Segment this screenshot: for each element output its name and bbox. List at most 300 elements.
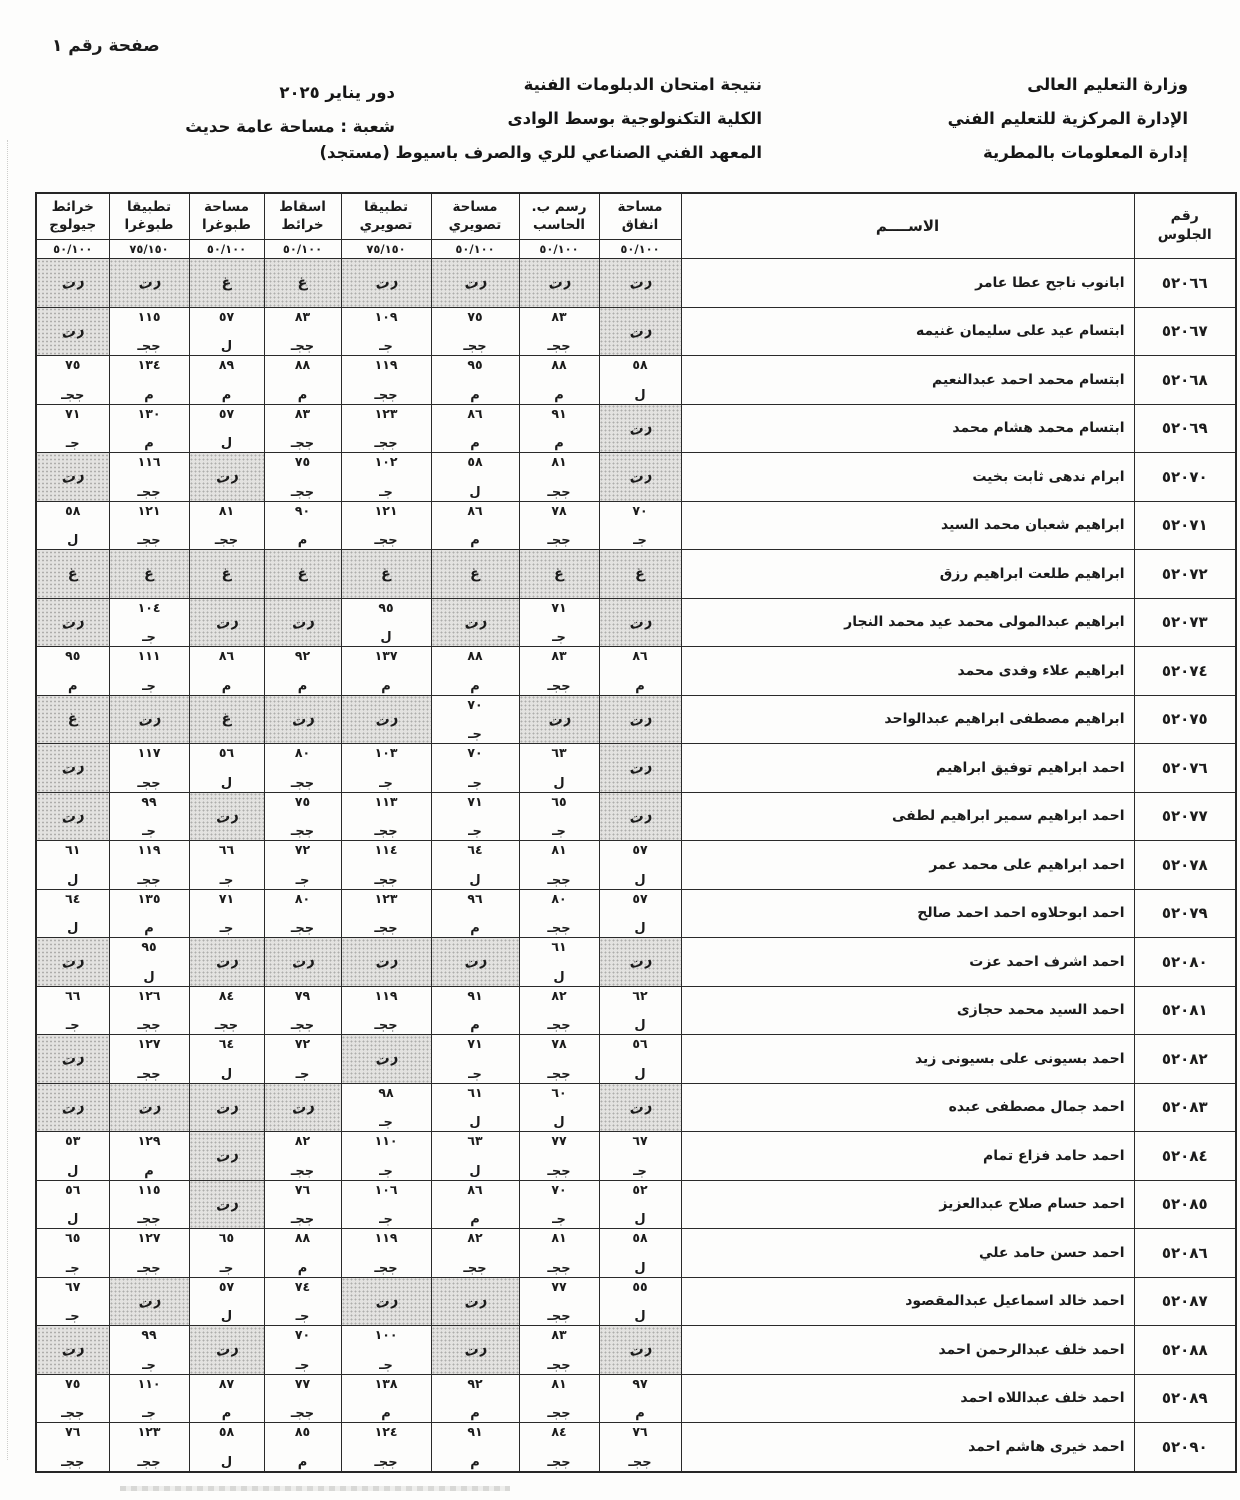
grade-letter: م xyxy=(144,436,154,451)
score-value: ٦٤ xyxy=(467,842,483,857)
grade-letter: جـ xyxy=(295,1066,310,1082)
status-resit: رت xyxy=(59,1048,86,1070)
student-name: ابراهيم طلعت ابراهيم رزق xyxy=(681,550,1134,599)
score-cell xyxy=(189,259,264,308)
score-value: ٥٨ xyxy=(65,502,81,518)
score-value: ٨٦ xyxy=(467,1181,483,1197)
page-number: صفحة رقم ١ xyxy=(52,36,160,56)
score-cell xyxy=(431,356,519,405)
score-cell xyxy=(431,792,519,841)
score-cell xyxy=(264,1277,341,1326)
grade-letter: ل xyxy=(67,921,79,936)
grade-letter: جـ xyxy=(295,1357,310,1373)
score-cell xyxy=(36,404,109,453)
score-value: ٥٨ xyxy=(632,357,648,372)
grade-letter: ججـ xyxy=(137,775,161,791)
subject-max-mark: ٧٥/١٥٠ xyxy=(110,239,189,258)
score-cell xyxy=(519,938,599,987)
grade-letter: جـ xyxy=(219,921,234,936)
seat-number: ٥٢٠٩٠ xyxy=(1134,1423,1236,1472)
score-value: ١٢٣ xyxy=(374,405,398,421)
student-name: احمد ابراهيم سمير ابراهيم لطفى xyxy=(681,792,1134,841)
seat-number: ٥٢٠٨٦ xyxy=(1134,1229,1236,1278)
grade-letter: م xyxy=(470,1406,480,1421)
score-cell xyxy=(519,1083,599,1132)
score-value: ٧١ xyxy=(218,890,235,906)
score-value: ٦٢ xyxy=(632,987,648,1003)
grade-letter: ل xyxy=(634,1066,646,1082)
grade-letter: م xyxy=(470,921,480,936)
student-name: احمد حسام صلاح عبدالعزيز xyxy=(681,1180,1134,1229)
table-row xyxy=(36,1326,1236,1375)
score-cell xyxy=(519,356,599,405)
status-resit: رت xyxy=(461,611,489,633)
seat-number: ٥٢٠٧٨ xyxy=(1134,841,1236,890)
score-value: ١١٦ xyxy=(137,454,161,469)
score-value: ٨٢ xyxy=(551,987,567,1003)
score-cell xyxy=(431,1374,519,1423)
status-resit: رت xyxy=(213,805,240,827)
score-cell xyxy=(519,453,599,502)
score-cell xyxy=(264,404,341,453)
seat-number: ٥٢٠٨١ xyxy=(1134,986,1236,1035)
score-cell xyxy=(264,1423,341,1472)
score-cell xyxy=(519,404,599,453)
subject-column-header-5: مساحة طبوغرا ٥٠/١٠٠ xyxy=(189,193,264,259)
score-cell xyxy=(36,695,109,744)
score-cell xyxy=(431,986,519,1035)
score-value: ١٢٣ xyxy=(374,890,398,906)
score-cell xyxy=(599,1423,681,1472)
score-value: ٧٧ xyxy=(551,1133,567,1148)
score-cell xyxy=(341,1229,431,1278)
grade-letter: م xyxy=(635,678,645,694)
score-cell xyxy=(431,1035,519,1084)
grade-letter: ل xyxy=(553,775,565,791)
student-name: احمد ابراهيم توفيق ابراهيم xyxy=(681,744,1134,793)
score-cell xyxy=(599,307,681,356)
status-resit: رت xyxy=(372,1048,400,1070)
score-value: ٧٨ xyxy=(551,1036,567,1051)
score-cell xyxy=(341,1326,431,1375)
score-cell xyxy=(36,307,109,356)
score-cell xyxy=(341,1374,431,1423)
grade-letter: ل xyxy=(220,1454,233,1470)
grade-letter: ججـ xyxy=(547,1163,571,1179)
grade-letter: ججـ xyxy=(547,1066,571,1082)
grade-letter: ل xyxy=(634,872,646,888)
score-cell xyxy=(109,259,189,308)
status-absent: غ xyxy=(470,565,480,582)
status-resit: رت xyxy=(135,272,163,294)
score-cell xyxy=(264,1035,341,1084)
score-value: ١١٣ xyxy=(374,793,398,809)
score-cell xyxy=(431,1083,519,1132)
score-value: ٨٢ xyxy=(294,1133,311,1148)
score-value: ١٠٢ xyxy=(374,454,398,469)
score-cell xyxy=(189,404,264,453)
score-cell xyxy=(36,1423,109,1472)
grade-letter: م xyxy=(470,533,480,548)
score-value: ٧١ xyxy=(467,1036,483,1051)
score-value: ٩٩ xyxy=(141,793,157,809)
grade-letter: ججـ xyxy=(290,339,315,354)
score-cell xyxy=(599,501,681,550)
grade-letter: جـ xyxy=(142,824,156,839)
seat-number: ٥٢٠٧٠ xyxy=(1134,453,1236,502)
score-cell xyxy=(189,598,264,647)
score-cell xyxy=(36,501,109,550)
score-cell xyxy=(341,550,431,599)
grade-letter: جـ xyxy=(379,339,393,354)
score-value: ٩٥ xyxy=(378,599,394,615)
status-resit: رت xyxy=(626,466,654,488)
grade-letter: ججـ xyxy=(547,921,571,936)
score-cell xyxy=(341,1277,431,1326)
status-resit: رت xyxy=(135,1096,163,1118)
student-name: ابتسام عيد على سليمان غنيمه xyxy=(681,307,1134,356)
grade-letter: ججـ xyxy=(290,921,315,936)
score-cell xyxy=(519,986,599,1035)
score-cell xyxy=(36,1180,109,1229)
subject-max-mark: ٥٠/١٠٠ xyxy=(520,239,599,258)
student-name: احمد خيرى هاشم احمد xyxy=(681,1423,1134,1472)
score-cell xyxy=(189,1083,264,1132)
grade-letter: ججـ xyxy=(137,339,161,354)
score-value: ١٢٧ xyxy=(137,1036,161,1051)
grade-letter: ل xyxy=(67,1212,79,1227)
score-cell xyxy=(264,889,341,938)
score-value: ٧٥ xyxy=(467,308,483,324)
score-cell xyxy=(264,792,341,841)
score-cell xyxy=(36,938,109,987)
score-cell xyxy=(109,792,189,841)
seat-header-line2: الجلوس xyxy=(1157,227,1212,243)
score-cell xyxy=(519,550,599,599)
score-cell xyxy=(264,356,341,405)
score-cell xyxy=(519,695,599,744)
score-cell xyxy=(519,647,599,696)
score-cell xyxy=(431,1326,519,1375)
table-row xyxy=(36,453,1236,502)
score-cell xyxy=(36,744,109,793)
grade-letter: ججـ xyxy=(547,872,571,888)
subject-max-mark: ٥٠/١٠٠ xyxy=(190,239,264,258)
score-value: ٧٨ xyxy=(551,502,567,518)
seat-number: ٥٢٠٨٤ xyxy=(1134,1132,1236,1181)
grade-letter: ججـ xyxy=(290,436,315,451)
grade-letter: ججـ xyxy=(547,1357,571,1373)
grade-letter: ججـ xyxy=(547,1260,571,1276)
score-value: ٧٠ xyxy=(467,745,483,760)
score-value: ٧٧ xyxy=(551,1278,567,1294)
student-name: ابراهيم شعبان محمد السيد xyxy=(681,501,1134,550)
score-cell xyxy=(599,598,681,647)
scan-artifact-left-edge xyxy=(7,140,8,1460)
score-cell xyxy=(341,695,431,744)
grade-letter: جـ xyxy=(379,1357,393,1373)
student-name: احمد خلف عبدالرحمن احمد xyxy=(681,1326,1134,1375)
score-value: ١٣٥ xyxy=(137,890,161,906)
score-value: ٦٥ xyxy=(218,1230,235,1245)
score-cell xyxy=(431,938,519,987)
score-value: ٦٣ xyxy=(467,1133,483,1148)
score-cell xyxy=(36,259,109,308)
grade-letter: م xyxy=(297,1454,308,1470)
student-name: احمد اشرف احمد عزت xyxy=(681,938,1134,987)
grade-letter: م xyxy=(554,436,564,451)
score-cell xyxy=(264,1229,341,1278)
score-value: ٩٢ xyxy=(294,648,311,663)
subject-column-header-3: تطبيقا تصويري ٧٥/١٥٠ xyxy=(341,193,431,259)
grade-letter: ججـ xyxy=(374,387,398,403)
score-value: ٩٩ xyxy=(141,1327,157,1342)
score-cell xyxy=(189,1132,264,1181)
score-value: ٩٢ xyxy=(467,1375,483,1391)
score-value: ٨٦ xyxy=(218,648,235,663)
grade-letter: ججـ xyxy=(374,1454,398,1470)
score-value: ٥٨ xyxy=(632,1230,648,1245)
table-row xyxy=(36,695,1236,744)
subject-column-header-6: تطبيقا طبوغرا ٧٥/١٥٠ xyxy=(109,193,189,259)
score-value: ١٢١ xyxy=(137,502,161,518)
grade-letter: م xyxy=(221,387,232,403)
score-value: ٨٣ xyxy=(294,308,311,324)
status-resit: رت xyxy=(59,951,86,973)
score-cell xyxy=(189,1326,264,1375)
grade-letter: م xyxy=(554,387,564,403)
status-absent: غ xyxy=(144,565,154,582)
subject-column-header-4: اسقاط خرائط ٥٠/١٠٠ xyxy=(264,193,341,259)
grade-letter: م xyxy=(297,387,308,403)
score-cell xyxy=(264,695,341,744)
grade-letter: ججـ xyxy=(547,339,571,354)
seat-number: ٥٢٠٧٢ xyxy=(1134,550,1236,599)
grade-letter: م xyxy=(470,1018,480,1033)
status-resit: رت xyxy=(626,1096,654,1118)
table-row xyxy=(36,647,1236,696)
grade-letter: جـ xyxy=(552,1212,566,1227)
score-cell xyxy=(264,744,341,793)
student-name: احمد خالد اسماعيل عبدالمقصود xyxy=(681,1277,1134,1326)
score-cell xyxy=(109,1326,189,1375)
grade-letter: م xyxy=(470,436,480,451)
score-value: ١٠٠ xyxy=(374,1327,398,1342)
grade-letter: ل xyxy=(634,387,646,403)
score-cell xyxy=(519,1326,599,1375)
status-absent: غ xyxy=(297,274,308,291)
score-cell xyxy=(599,695,681,744)
score-cell xyxy=(341,986,431,1035)
score-cell xyxy=(519,1180,599,1229)
grade-letter: ل xyxy=(67,872,79,888)
table-row xyxy=(36,1132,1236,1181)
student-name: احمد حسن حامد علي xyxy=(681,1229,1134,1278)
status-resit: رت xyxy=(626,417,654,439)
grade-letter: جـ xyxy=(379,484,393,500)
score-value: ١١٧ xyxy=(137,745,161,760)
score-cell xyxy=(189,453,264,502)
grade-letter: م xyxy=(635,1406,645,1421)
score-value: ١٣٨ xyxy=(374,1375,398,1391)
score-cell xyxy=(36,1132,109,1181)
table-row xyxy=(36,1180,1236,1229)
score-value: ٧٦ xyxy=(65,1424,81,1439)
seat-number: ٥٢٠٨٨ xyxy=(1134,1326,1236,1375)
status-absent: غ xyxy=(221,274,232,291)
score-cell xyxy=(109,841,189,890)
grade-letter: م xyxy=(144,921,154,936)
score-value: ٧١ xyxy=(467,793,483,809)
score-cell xyxy=(599,792,681,841)
seat-number: ٥٢٠٧٥ xyxy=(1134,695,1236,744)
seat-number: ٥٢٠٦٩ xyxy=(1134,404,1236,453)
score-value: ٨٨ xyxy=(294,1230,311,1245)
score-value: ٧٠ xyxy=(632,502,648,518)
score-value: ٨٤ xyxy=(551,1424,567,1439)
score-cell xyxy=(36,1229,109,1278)
score-cell xyxy=(431,1423,519,1472)
student-name: ابراهيم مصطفى ابراهيم عبدالواحد xyxy=(681,695,1134,744)
grade-letter: جـ xyxy=(142,1406,156,1421)
grade-letter: ججـ xyxy=(374,872,398,888)
grade-letter: جـ xyxy=(633,533,647,548)
grade-letter: ججـ xyxy=(374,921,398,936)
score-value: ٧١ xyxy=(551,599,567,615)
grade-letter: ل xyxy=(553,1115,565,1130)
score-cell xyxy=(341,1132,431,1181)
grade-letter: جـ xyxy=(379,1163,393,1179)
status-resit: رت xyxy=(372,272,400,294)
status-resit: رت xyxy=(289,611,316,633)
status-absent: غ xyxy=(554,565,564,582)
grade-letter: ججـ xyxy=(137,1454,161,1470)
score-cell xyxy=(599,1374,681,1423)
student-name: احمد ابراهيم على محمد عمر xyxy=(681,841,1134,890)
status-resit: رت xyxy=(135,708,163,730)
table-row xyxy=(36,744,1236,793)
score-value: ١١٩ xyxy=(374,357,398,372)
grade-letter: ججـ xyxy=(547,678,571,694)
score-cell xyxy=(36,356,109,405)
grade-letter: م xyxy=(470,1212,480,1227)
subject-max-mark: ٥٠/١٠٠ xyxy=(600,239,681,258)
status-absent: غ xyxy=(67,565,78,582)
score-cell xyxy=(519,792,599,841)
score-cell xyxy=(341,1035,431,1084)
status-resit: رت xyxy=(626,757,654,779)
score-cell xyxy=(431,841,519,890)
score-value: ٧٩ xyxy=(294,987,311,1003)
header-session-block xyxy=(185,76,395,144)
score-value: ٧٠ xyxy=(294,1327,311,1342)
score-value: ٦٧ xyxy=(65,1278,81,1294)
status-resit: رت xyxy=(59,272,86,294)
score-cell xyxy=(599,1326,681,1375)
score-value: ١١٠ xyxy=(374,1133,398,1148)
results-table-wrapper xyxy=(37,192,1237,1473)
score-value: ٨٤ xyxy=(218,987,235,1003)
score-cell xyxy=(431,1180,519,1229)
score-value: ٦٦ xyxy=(65,987,81,1003)
score-cell xyxy=(264,259,341,308)
grade-letter: م xyxy=(221,1406,232,1421)
score-cell xyxy=(189,307,264,356)
score-cell xyxy=(109,453,189,502)
grade-letter: جـ xyxy=(142,630,156,645)
name-header-label: الاســــم xyxy=(875,217,940,235)
result-title-line: نتيجة امتحان الدبلومات الفنية xyxy=(523,75,762,94)
info-admin-line: إدارة المعلومات بالمطرية xyxy=(983,143,1188,162)
score-value: ١٠٩ xyxy=(374,308,398,324)
score-value: ١١٩ xyxy=(374,987,398,1003)
grade-letter: ججـ xyxy=(137,1260,161,1276)
score-cell xyxy=(109,889,189,938)
score-value: ٦٤ xyxy=(65,890,81,906)
score-cell xyxy=(519,259,599,308)
grade-letter: جـ xyxy=(295,872,310,888)
status-resit: رت xyxy=(461,1339,489,1361)
score-cell xyxy=(519,1374,599,1423)
grade-letter: جـ xyxy=(142,678,156,694)
score-cell xyxy=(109,1423,189,1472)
score-cell xyxy=(599,1180,681,1229)
seat-number: ٥٢٠٧٣ xyxy=(1134,598,1236,647)
score-value: ١٢٣ xyxy=(137,1424,161,1439)
status-resit: رت xyxy=(289,708,316,730)
score-value: ١٢٩ xyxy=(137,1133,161,1148)
subject-max-mark: ٧٥/١٥٠ xyxy=(342,239,431,258)
status-absent: غ xyxy=(297,565,308,582)
grade-letter: ججـ xyxy=(374,436,398,451)
score-value: ٧٢ xyxy=(294,842,311,857)
score-value: ٦٥ xyxy=(551,793,567,809)
grade-letter: ججـ xyxy=(137,484,161,500)
grade-letter: ججـ xyxy=(290,1212,315,1227)
score-cell xyxy=(431,550,519,599)
score-cell xyxy=(109,404,189,453)
grade-letter: جـ xyxy=(219,872,234,888)
score-cell xyxy=(264,453,341,502)
status-resit: رت xyxy=(461,272,489,294)
grade-letter: جـ xyxy=(468,1066,482,1082)
grade-letter: ججـ xyxy=(214,533,239,548)
grade-letter: جـ xyxy=(379,775,393,791)
score-cell xyxy=(109,1035,189,1084)
student-name: احمد جمال مصطفى عبده xyxy=(681,1083,1134,1132)
score-cell xyxy=(431,307,519,356)
score-cell xyxy=(341,744,431,793)
score-cell xyxy=(36,453,109,502)
grade-letter: ججـ xyxy=(547,1454,571,1470)
score-value: ١٢١ xyxy=(374,502,398,518)
table-row xyxy=(36,404,1236,453)
table-row xyxy=(36,307,1236,356)
score-cell xyxy=(519,841,599,890)
score-cell xyxy=(264,1180,341,1229)
status-resit: رت xyxy=(59,805,86,827)
grade-letter: م xyxy=(221,678,232,694)
score-value: ٦١ xyxy=(551,939,567,954)
grade-letter: ججـ xyxy=(137,533,161,548)
grade-letter: جـ xyxy=(379,1212,393,1227)
score-value: ١١٥ xyxy=(137,308,161,324)
score-cell xyxy=(431,501,519,550)
seat-number: ٥٢٠٨٢ xyxy=(1134,1035,1236,1084)
grade-letter: ججـ xyxy=(547,1406,571,1421)
score-cell xyxy=(599,550,681,599)
grade-letter: م xyxy=(144,1163,154,1179)
